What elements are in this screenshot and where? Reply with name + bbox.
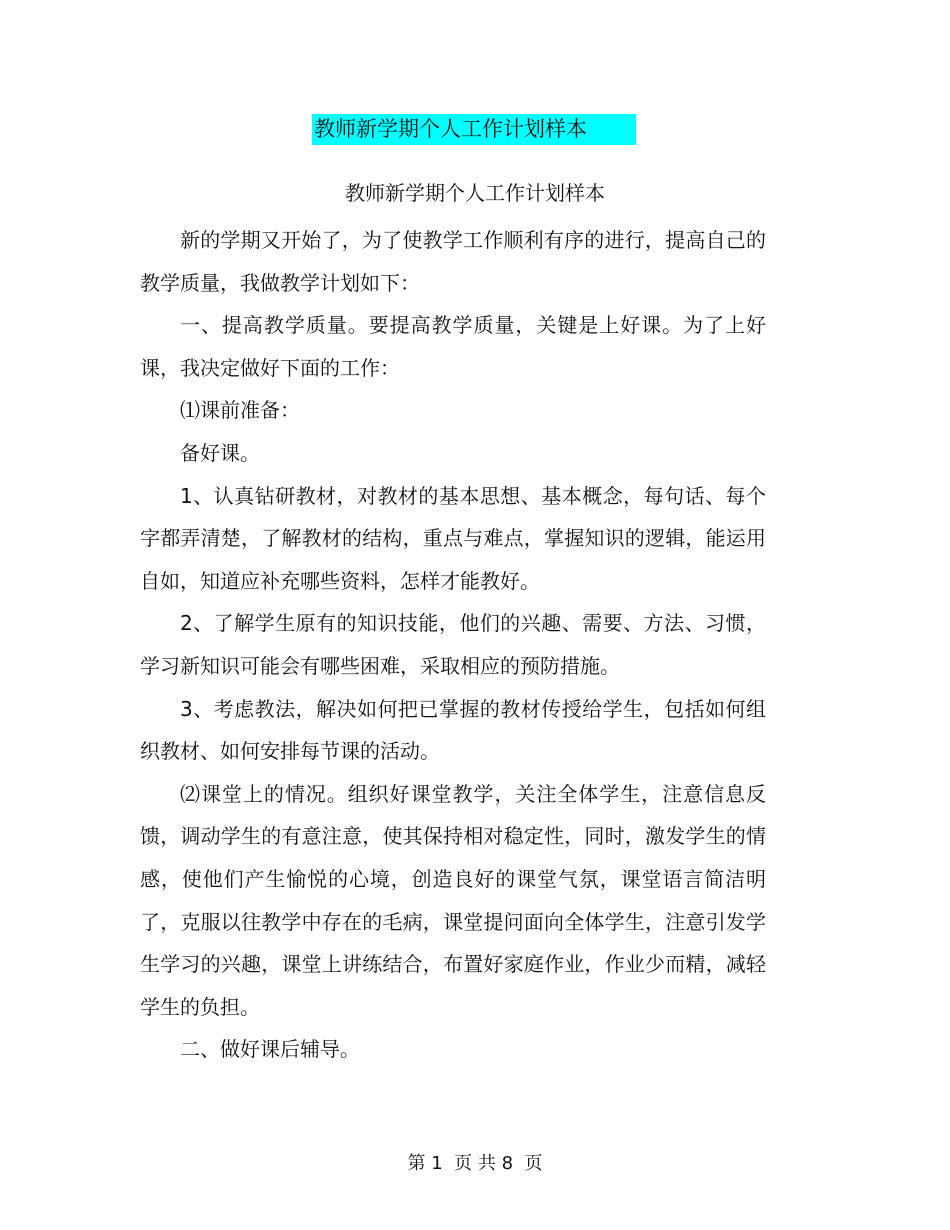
paragraph-prepare-lessons: 备好课。	[180, 440, 260, 465]
paragraph-intro: 新的学期又开始了，为了使教学工作顺利有序的进行，提高自己的教学质量，我做教学计划如下：	[140, 228, 766, 295]
paragraph-section-2: 二、做好课后辅导。	[180, 1037, 360, 1062]
highlighted-document-title: 教师新学期个人工作计划样本	[312, 114, 636, 145]
paragraph-lesson-prep-heading: ⑴课前准备：	[180, 398, 300, 423]
paragraph-item-3: 3、考虑教法，解决如何把已掌握的教材传授给学生，包括如何组织教材、如何安排每节课的活动。	[140, 696, 766, 764]
paragraph-item-1: 1、认真钻研教材，对教材的基本思想、基本概念，每句话、每个字都弄清楚，了解教材的结构，重点与难点，掌握知识的逻辑，能运用自如，知道应补充哪些资料，怎样才能教好。	[140, 483, 766, 593]
page-number-footer: 第 1 页 共 8 页	[407, 1153, 543, 1174]
paragraph-classroom: ⑵课堂上的情况。组织好课堂教学，关注全体学生，注意信息反馈，调动学生的有意注意，使其保持相对稳定性，同时，激发学生的情感，使他们产生愉悦的心境，创造良好的课堂气氛，课堂语言简洁明了，克服以往教学中存在的毛病，课堂提问面向全体学生，注意引发学生学习的兴趣，课堂上讲练结合，布置好家庭作业，作业少而精，减轻学生的负担。	[140, 781, 766, 1019]
paragraph-section-1: 一、提高教学质量。要提高教学质量，关键是上好课。为了上好课，我决定做好下面的工作：	[140, 313, 766, 380]
paragraph-item-2: 2、了解学生原有的知识技能，他们的兴趣、需要、方法、习惯，学习新知识可能会有哪些困难，采取相应的预防措施。	[140, 611, 766, 678]
document-body	[140, 219, 766, 1071]
document-subtitle: 教师新学期个人工作计划样本	[345, 181, 605, 205]
